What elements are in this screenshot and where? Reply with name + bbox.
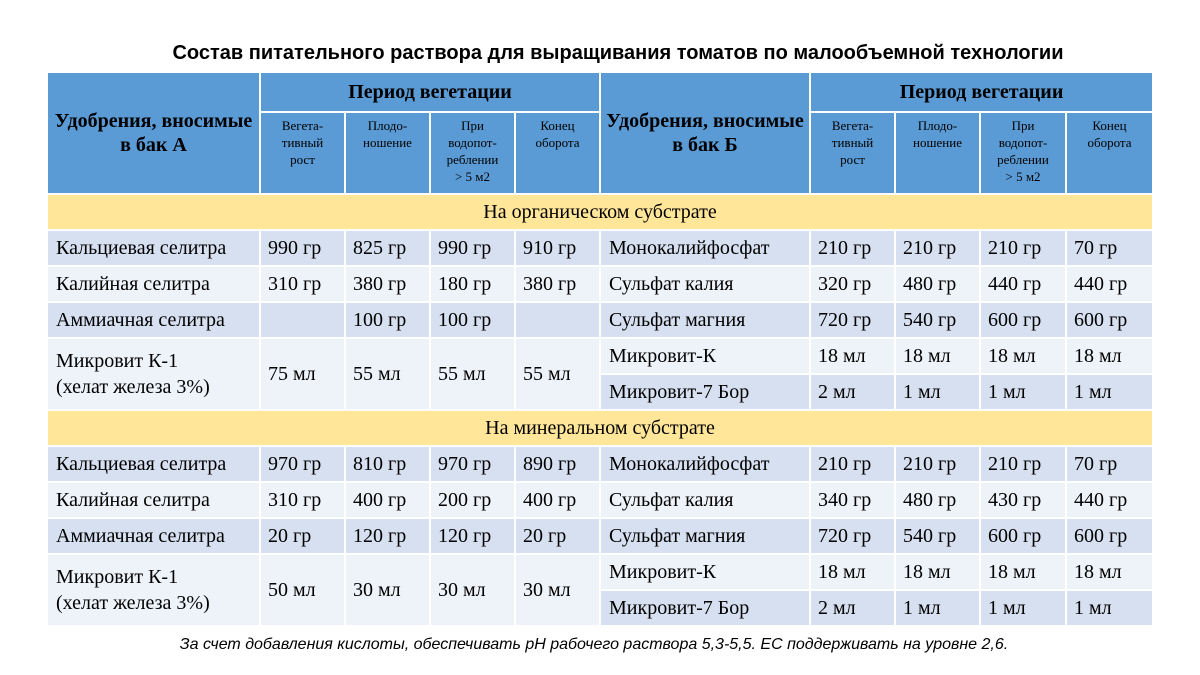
value-a: 30 мл: [515, 554, 600, 626]
section-row: [47, 194, 1153, 230]
value-b: 720 гр: [810, 302, 895, 338]
value-a: 910 гр: [515, 230, 600, 266]
value-a: [515, 302, 600, 338]
value-b: 18 мл: [980, 554, 1066, 590]
value-b: 210 гр: [980, 230, 1066, 266]
value-b: 440 гр: [980, 266, 1066, 302]
value-b: 320 гр: [810, 266, 895, 302]
value-a: 310 гр: [260, 266, 345, 302]
table-row: [47, 338, 1153, 374]
value-b: 2 мл: [810, 374, 895, 410]
value-b: 210 гр: [895, 446, 980, 482]
value-a: 50 мл: [260, 554, 345, 626]
value-b: 600 гр: [1066, 518, 1153, 554]
value-b: 1 мл: [895, 590, 980, 626]
header-sub-end: Конец оборота: [1066, 112, 1153, 194]
value-a: 310 гр: [260, 482, 345, 518]
value-a: 810 гр: [345, 446, 430, 482]
value-a: 120 гр: [345, 518, 430, 554]
fertilizer-a-name: Кальциевая селитра: [47, 446, 260, 482]
header-tank-b: Удобрения, вносимые в бак Б: [600, 72, 810, 194]
fertilizer-b-name: Сульфат калия: [600, 482, 810, 518]
value-b: 210 гр: [810, 230, 895, 266]
fertilizer-a-name: Аммиачная селитра: [47, 518, 260, 554]
value-a: 990 гр: [260, 230, 345, 266]
value-b: 210 гр: [895, 230, 980, 266]
header-tank-a: Удобрения, вносимые в бак А: [47, 72, 260, 194]
fertilizer-b-name: Сульфат магния: [600, 518, 810, 554]
value-b: 1 мл: [1066, 374, 1153, 410]
value-a: 990 гр: [430, 230, 515, 266]
value-a: 380 гр: [345, 266, 430, 302]
section-title: На минеральном субстрате: [47, 410, 1153, 446]
fertilizer-b-name: Микровит-К: [600, 338, 810, 374]
fertilizer-a-name: Калийная селитра: [47, 482, 260, 518]
value-b: 70 гр: [1066, 230, 1153, 266]
value-b: 440 гр: [1066, 482, 1153, 518]
value-a: 20 гр: [515, 518, 600, 554]
fertilizer-a-name: Аммиачная селитра: [47, 302, 260, 338]
fertilizer-b-name: Сульфат магния: [600, 302, 810, 338]
value-b: 1 мл: [895, 374, 980, 410]
value-b: 2 мл: [810, 590, 895, 626]
value-b: 18 мл: [1066, 338, 1153, 374]
header-sub-fruit: Плодо- ношение: [895, 112, 980, 194]
fertilizer-a-name: Микровит К-1 (хелат железа 3%): [47, 338, 260, 410]
header-sub-veg: Вегета- тивный рост: [260, 112, 345, 194]
value-b: 540 гр: [895, 518, 980, 554]
value-b: 600 гр: [980, 302, 1066, 338]
value-a: 380 гр: [515, 266, 600, 302]
table-row: [47, 518, 1153, 554]
value-a: 75 мл: [260, 338, 345, 410]
fertilizer-b-name: Монокалийфосфат: [600, 230, 810, 266]
value-a: 400 гр: [515, 482, 600, 518]
value-a: 200 гр: [430, 482, 515, 518]
value-b: 210 гр: [980, 446, 1066, 482]
value-b: 18 мл: [980, 338, 1066, 374]
value-a: 890 гр: [515, 446, 600, 482]
fertilizer-b-name: Сульфат калия: [600, 266, 810, 302]
value-b: 18 мл: [895, 338, 980, 374]
value-b: 480 гр: [895, 266, 980, 302]
fertilizer-b-name: Микровит-К: [600, 554, 810, 590]
fertilizer-a-name: Микровит К-1 (хелат железа 3%): [47, 554, 260, 626]
value-b: 18 мл: [1066, 554, 1153, 590]
value-a: 55 мл: [515, 338, 600, 410]
value-a: 180 гр: [430, 266, 515, 302]
value-a: 55 мл: [430, 338, 515, 410]
value-b: 720 гр: [810, 518, 895, 554]
value-a: 400 гр: [345, 482, 430, 518]
fertilizer-a-name: Кальциевая селитра: [47, 230, 260, 266]
value-a: 30 мл: [430, 554, 515, 626]
header-period-b: Период вегетации: [810, 72, 1153, 112]
table-row: [47, 482, 1153, 518]
header-period-a: Период вегетации: [260, 72, 600, 112]
table-row: [47, 230, 1153, 266]
value-a: 30 мл: [345, 554, 430, 626]
value-b: 440 гр: [1066, 266, 1153, 302]
fertilizer-b-name: Микровит-7 Бор: [600, 590, 810, 626]
value-a: 100 гр: [430, 302, 515, 338]
header-sub-water: При водопот- реблении > 5 м2: [980, 112, 1066, 194]
table-row: [47, 266, 1153, 302]
footnote: За счет добавления кислоты, обеспечивать рН рабочего раствора 5,3-5,5. ЕС поддерживать на уровне 2,6.: [179, 636, 1009, 653]
section-row: [47, 410, 1153, 446]
value-b: 1 мл: [980, 590, 1066, 626]
value-a: 970 гр: [430, 446, 515, 482]
value-b: 1 мл: [1066, 590, 1153, 626]
value-b: 600 гр: [980, 518, 1066, 554]
fertilizer-b-name: Микровит-7 Бор: [600, 374, 810, 410]
value-b: 210 гр: [810, 446, 895, 482]
value-b: 18 мл: [810, 338, 895, 374]
value-b: 70 гр: [1066, 446, 1153, 482]
section-title: На органическом субстрате: [47, 194, 1153, 230]
value-b: 430 гр: [980, 482, 1066, 518]
table-row: [47, 446, 1153, 482]
value-a: [260, 302, 345, 338]
fertilizer-b-name: Монокалийфосфат: [600, 446, 810, 482]
header-sub-fruit: Плодо- ношение: [345, 112, 430, 194]
table-row: [47, 554, 1153, 590]
value-a: 55 мл: [345, 338, 430, 410]
header-sub-water: При водопот- реблении > 5 м2: [430, 112, 515, 194]
value-a: 970 гр: [260, 446, 345, 482]
page-title: Состав питательного раствора для выращивания томатов по малообъемной технологии: [172, 42, 1064, 64]
value-b: 18 мл: [895, 554, 980, 590]
value-a: 100 гр: [345, 302, 430, 338]
value-a: 20 гр: [260, 518, 345, 554]
header-sub-veg: Вегета- тивный рост: [810, 112, 895, 194]
value-a: 825 гр: [345, 230, 430, 266]
value-b: 18 мл: [810, 554, 895, 590]
table-row: [47, 302, 1153, 338]
fertilizer-a-name: Калийная селитра: [47, 266, 260, 302]
value-a: 120 гр: [430, 518, 515, 554]
value-b: 540 гр: [895, 302, 980, 338]
value-b: 340 гр: [810, 482, 895, 518]
header-sub-end: Конец оборота: [515, 112, 600, 194]
value-b: 480 гр: [895, 482, 980, 518]
value-b: 600 гр: [1066, 302, 1153, 338]
nutrient-table: [46, 71, 1154, 627]
value-b: 1 мл: [980, 374, 1066, 410]
